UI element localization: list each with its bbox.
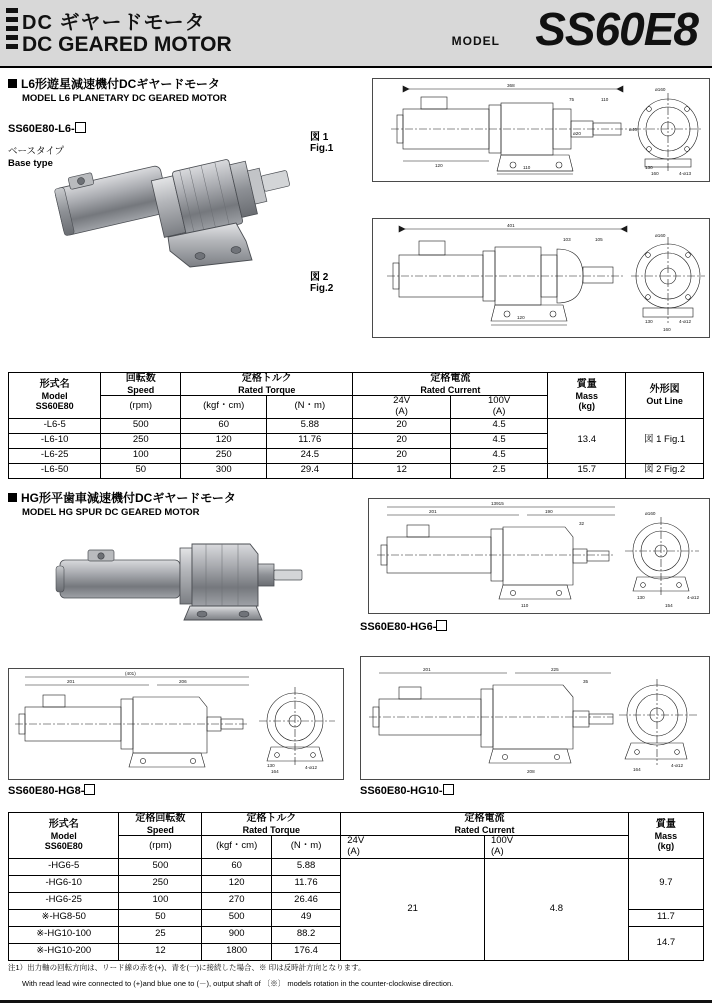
svg-text:(401): (401) — [125, 671, 136, 676]
drawing-hg8 — [8, 668, 344, 780]
section1-type-jp: ベースタイプ — [8, 146, 65, 157]
unit-kgfcm: (kgf・cm) — [181, 395, 267, 418]
cell-speed: 100 — [119, 892, 202, 909]
empty-box-icon — [84, 784, 95, 795]
cell-model: -L6-50 — [9, 463, 101, 478]
cell-100v: 2.5 — [450, 463, 548, 478]
empty-box-icon — [436, 620, 447, 631]
cell-model: -HG6-5 — [9, 858, 119, 875]
cell-100v: 4.5 — [450, 433, 548, 448]
table-row — [9, 858, 704, 875]
spec-table-l6 — [8, 372, 704, 479]
hg6-model-code: SS60E80-HG6- — [360, 620, 447, 633]
cell-24v: 21 — [341, 858, 485, 960]
cell-24v: 20 — [353, 448, 451, 463]
unit-nm: (N・m) — [271, 835, 340, 858]
cell-speed: 50 — [101, 463, 181, 478]
unit-24v: 24V (A) — [353, 395, 451, 418]
cell-kgfcm: 500 — [202, 909, 271, 926]
cell-nm: 11.76 — [271, 875, 340, 892]
svg-text:110: 110 — [523, 165, 531, 170]
cell-nm: 5.88 — [267, 418, 353, 433]
table-row — [9, 463, 704, 478]
drawing-fig1 — [372, 78, 710, 182]
drawing-hg6 — [368, 498, 710, 614]
decorative-bars — [6, 8, 18, 56]
svg-text:190: 190 — [545, 509, 553, 514]
svg-text:4-ø12: 4-ø12 — [679, 319, 692, 324]
section1-type-en: Base type — [8, 158, 53, 169]
cell-speed: 100 — [101, 448, 181, 463]
svg-text:208: 208 — [527, 769, 535, 774]
table-header-row — [9, 373, 704, 396]
svg-text:160: 160 — [651, 171, 659, 176]
cell-nm: 26.46 — [271, 892, 340, 909]
svg-text:160: 160 — [663, 327, 671, 332]
svg-text:105: 105 — [595, 237, 603, 242]
th-model: 形式名 Model SS60E80 — [9, 373, 101, 419]
cell-model: ※-HG8-50 — [9, 909, 119, 926]
svg-text:130: 130 — [645, 165, 653, 170]
cell-speed: 12 — [119, 943, 202, 960]
spec-table-hg — [8, 812, 704, 961]
header-model-label: MODEL — [451, 34, 500, 48]
svg-text:35: 35 — [583, 679, 589, 684]
cell-nm: 5.88 — [271, 858, 340, 875]
cell-speed: 250 — [101, 433, 181, 448]
cell-model: ※-HG10-100 — [9, 926, 119, 943]
svg-text:110: 110 — [521, 603, 529, 608]
th-torque: 定格トルク Rated Torque — [202, 813, 341, 836]
unit-nm: (N・m) — [267, 395, 353, 418]
unit-kgfcm: (kgf・cm) — [202, 835, 271, 858]
fig2-label-jp: 図 2 — [310, 272, 329, 283]
svg-text:130: 130 — [637, 595, 645, 600]
cell-model: -L6-5 — [9, 418, 101, 433]
svg-text:164: 164 — [633, 767, 641, 772]
unit-24v: 24V (A) — [341, 835, 485, 858]
bullet-square-icon — [8, 493, 17, 502]
cell-nm: 24.5 — [267, 448, 353, 463]
th-mass: 質量 Mass (kg) — [628, 813, 703, 859]
svg-text:164: 164 — [271, 769, 279, 774]
cell-kgfcm: 300 — [181, 463, 267, 478]
cell-nm: 176.4 — [271, 943, 340, 960]
cell-100v: 4.5 — [450, 448, 548, 463]
cell-24v: 20 — [353, 433, 451, 448]
section1-title-jp: L6形遊星減速機付DCギヤードモータ — [8, 75, 220, 92]
unit-100v: 100V (A) — [450, 395, 548, 418]
svg-text:ø20: ø20 — [573, 131, 581, 136]
svg-text:ø160: ø160 — [645, 511, 656, 516]
cell-nm: 49 — [271, 909, 340, 926]
th-speed: 定格回転数 Speed — [119, 813, 202, 836]
cell-speed: 500 — [101, 418, 181, 433]
cell-24v: 12 — [353, 463, 451, 478]
svg-text:4-ø12: 4-ø12 — [687, 595, 700, 600]
cell-kgfcm: 60 — [181, 418, 267, 433]
svg-text:120: 120 — [517, 315, 525, 320]
svg-text:201: 201 — [423, 667, 431, 672]
section2-title-jp: HG形平歯車減速機付DCギヤードモータ — [8, 489, 236, 506]
svg-text:4-ø13: 4-ø13 — [679, 171, 692, 176]
header-model-number: SS60E8 — [535, 3, 698, 55]
th-outline: 外形図 Out Line — [626, 373, 704, 419]
cell-outline: 図 1 Fig.1 — [626, 418, 704, 463]
product-photo-l6 — [40, 155, 310, 270]
section1-model-code: SS60E80-L6- — [8, 122, 86, 135]
cell-kgfcm: 120 — [181, 433, 267, 448]
cell-kgfcm: 270 — [202, 892, 271, 909]
section1-title-en: MODEL L6 PLANETARY DC GEARED MOTOR — [22, 93, 227, 104]
unit-speed: (rpm) — [119, 835, 202, 858]
svg-text:130: 130 — [645, 319, 653, 324]
svg-text:ø160: ø160 — [655, 87, 666, 92]
cell-model: -L6-10 — [9, 433, 101, 448]
empty-box-icon — [75, 122, 86, 133]
bottom-rule — [0, 1000, 712, 1003]
svg-text:32: 32 — [579, 521, 585, 526]
cell-100v: 4.5 — [450, 418, 548, 433]
svg-text:103: 103 — [563, 237, 571, 242]
svg-text:ø46: ø46 — [629, 127, 637, 132]
product-photo-hg — [50, 520, 330, 625]
cell-kgfcm: 900 — [202, 926, 271, 943]
bullet-square-icon — [8, 79, 17, 88]
cell-speed: 500 — [119, 858, 202, 875]
cell-speed: 50 — [119, 909, 202, 926]
cell-kgfcm: 60 — [202, 858, 271, 875]
svg-text:401: 401 — [507, 223, 515, 228]
cell-mass: 11.7 — [628, 909, 703, 926]
fig2-label-en: Fig.2 — [310, 283, 334, 294]
cell-kgfcm: 120 — [202, 875, 271, 892]
svg-text:201: 201 — [67, 679, 75, 684]
cell-nm: 11.76 — [267, 433, 353, 448]
cell-mass: 15.7 — [548, 463, 626, 478]
hg8-model-code: SS60E80-HG8- — [8, 784, 95, 797]
section2-title-en: MODEL HG SPUR DC GEARED MOTOR — [22, 507, 200, 518]
cell-24v: 20 — [353, 418, 451, 433]
th-model: 形式名 Model SS60E80 — [9, 813, 119, 859]
fig1-label-jp: 図 1 — [310, 132, 329, 143]
cell-model: -HG6-10 — [9, 875, 119, 892]
page-header — [0, 0, 712, 68]
cell-model: -L6-25 — [9, 448, 101, 463]
svg-text:368: 368 — [507, 83, 515, 88]
svg-text:75: 75 — [569, 97, 575, 102]
footnote-jp: 注1）出力軸の回転方向は、リード線の赤を(+)、青を(一)に接続した場合、※ 印は反時計方向となります。 — [8, 963, 366, 972]
svg-text:120: 120 — [435, 163, 443, 168]
svg-text:110: 110 — [601, 97, 609, 102]
drawing-hg10 — [360, 656, 710, 780]
cell-nm: 88.2 — [271, 926, 340, 943]
svg-text:4-ø12: 4-ø12 — [305, 765, 318, 770]
cell-model: -HG6-25 — [9, 892, 119, 909]
svg-text:130: 130 — [267, 763, 275, 768]
cell-outline: 図 2 Fig.2 — [626, 463, 704, 478]
svg-text:206: 206 — [179, 679, 187, 684]
th-mass: 質量 Mass (kg) — [548, 373, 626, 419]
svg-text:13915: 13915 — [491, 501, 504, 506]
cell-speed: 25 — [119, 926, 202, 943]
footnote-en: With read lead wire connected to (+)and blue one to (－), output shaft of 〔※〕 models rotation in the counter-clockwise direction. — [22, 979, 454, 988]
cell-mass: 14.7 — [628, 926, 703, 960]
table-header-row — [9, 813, 704, 836]
svg-text:4-ø12: 4-ø12 — [671, 763, 684, 768]
header-title-en: DC GEARED MOTOR — [22, 33, 232, 56]
cell-nm: 29.4 — [267, 463, 353, 478]
th-torque: 定格トルク Rated Torque — [181, 373, 353, 396]
svg-text:154: 154 — [665, 603, 673, 608]
cell-kgfcm: 250 — [181, 448, 267, 463]
cell-model: ※-HG10-200 — [9, 943, 119, 960]
header-title-jp: DC ギヤードモータ — [22, 12, 206, 34]
svg-text:201: 201 — [429, 509, 437, 514]
unit-speed: (rpm) — [101, 395, 181, 418]
cell-100v: 4.8 — [484, 858, 628, 960]
empty-box-icon — [443, 784, 454, 795]
svg-text:225: 225 — [551, 667, 559, 672]
th-speed: 回転数 Speed — [101, 373, 181, 396]
table-row — [9, 418, 704, 433]
cell-speed: 250 — [119, 875, 202, 892]
drawing-fig2 — [372, 218, 710, 338]
cell-mass: 9.7 — [628, 858, 703, 909]
svg-text:ø160: ø160 — [655, 233, 666, 238]
th-current: 定格電流 Rated Current — [353, 373, 548, 396]
cell-kgfcm: 1800 — [202, 943, 271, 960]
unit-100v: 100V (A) — [484, 835, 628, 858]
hg10-model-code: SS60E80-HG10- — [360, 784, 454, 797]
th-current: 定格電流 Rated Current — [341, 813, 629, 836]
cell-mass: 13.4 — [548, 418, 626, 463]
fig1-label-en: Fig.1 — [310, 143, 334, 154]
